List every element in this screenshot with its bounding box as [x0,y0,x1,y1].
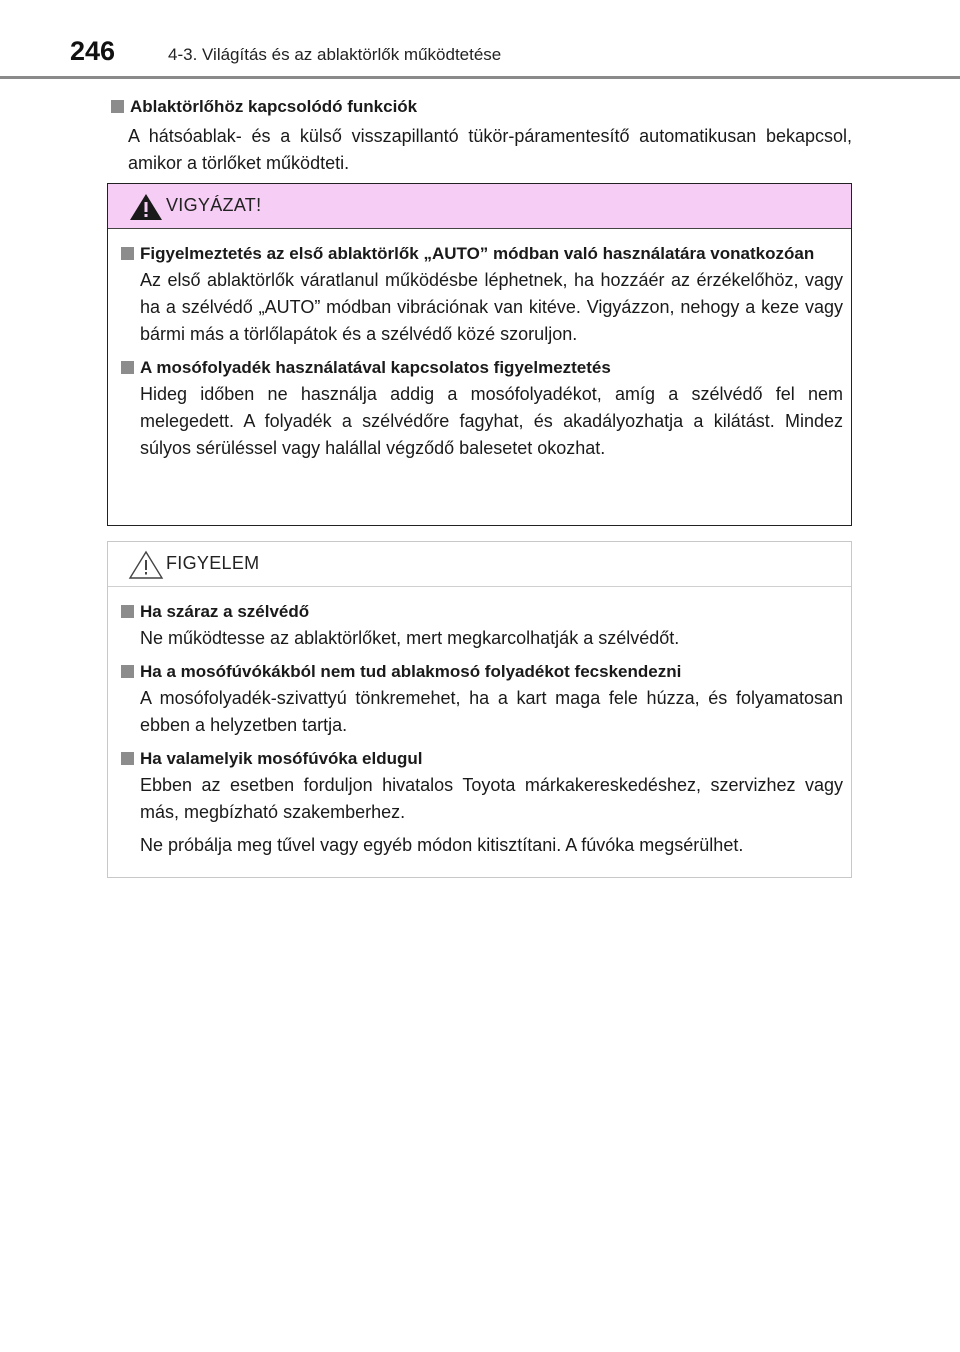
notice-item-heading-text: Ha a mosófúvókákból nem tud ablakmosó folyadékot fecskendezni [140,662,682,681]
notice-box-header [108,542,851,587]
notice-item [118,659,843,739]
caution-triangle-outline-icon [128,550,164,580]
notice-item-extra-text: Ne próbálja meg tűvel vagy egyéb módon kitisztítani. A fúvóka megsérülhet. [140,835,744,855]
notice-item [118,746,843,859]
warning-triangle-icon [128,192,164,222]
notice-item-text: Ebben az esetben forduljon hivatalos Toyota márkakereskedéshez, szervizhez vagy más, megbízható szakemberhez. [140,775,843,822]
page-number: 246 [70,36,116,66]
bullet-square-icon [121,361,134,374]
warning-item [118,355,843,462]
warning-box [107,183,852,526]
notice-item-heading [118,659,843,684]
warning-item-heading-text: A mosófolyadék használatával kapcsolatos figyelmeztetés [140,358,611,377]
bullet-square-icon [121,247,134,260]
notice-item-heading [118,599,843,624]
warning-item-heading-text: Figyelmeztetés az első ablaktörlők „AUTO” módban való használatára vonatkozóan [140,244,815,263]
bullet-square-icon [121,752,134,765]
bullet-square-icon [121,605,134,618]
notice-item-text: A mosófolyadék-szivattyú tönkremehet, ha a kart maga fele húzza, és folyamatosan ebben a helyzetben tartja. [140,688,843,735]
warning-box-title: VIGYÁZAT! [166,195,262,215]
chapter-title: 4-3. Világítás és az ablaktörlők működtetése [168,45,502,64]
section-heading-text: Ablaktörlőhöz kapcsolódó funkciók [130,97,418,116]
bullet-square-icon [111,100,124,113]
warning-item-text: Az első ablaktörlők váratlanul működésbe léphetnek, ha hozzáér az érzékelőhöz, vagy ha a szélvédő „AUTO” módban vibrációnak van kitéve. Vigyázzon, nehogy a keze vagy bármi más a törlőlapátok és a szélvédő közé szoruljon. [140,270,843,344]
notice-item-heading-text: Ha valamelyik mosófúvóka eldugul [140,749,423,768]
notice-item-text: Ne működtesse az ablaktörlőket, mert megkarcolhatják a szélvédőt. [140,628,680,648]
warning-item-heading [118,241,843,266]
warning-item-text: Hideg időben ne használja addig a mosófolyadékot, amíg a szélvédő fel nem melegedett. A folyadék a szélvédőre fagyhat, és akadályozhatja a kilátást. Mindez súlyos sérüléssel vagy halállal végződő balesetet okozhat. [140,384,843,458]
notice-item-heading [118,746,843,771]
warning-item [118,241,843,348]
warning-item-heading [118,355,843,380]
notice-box-content [108,587,851,859]
header-divider [0,76,960,79]
notice-box [107,541,852,878]
section-heading [108,94,852,119]
notice-box-title: FIGYELEM [166,553,260,573]
intro-section [108,94,852,177]
section-text: A hátsóablak- és a külső visszapillantó tükör-páramentesítő automatikusan bekapcsol, amikor a törlőket működteti. [128,126,852,173]
bullet-square-icon [121,665,134,678]
notice-item [118,599,843,652]
warning-box-content [108,229,851,462]
warning-box-header [108,184,851,229]
page-header [0,0,960,80]
notice-item-heading-text: Ha száraz a szélvédő [140,602,310,621]
